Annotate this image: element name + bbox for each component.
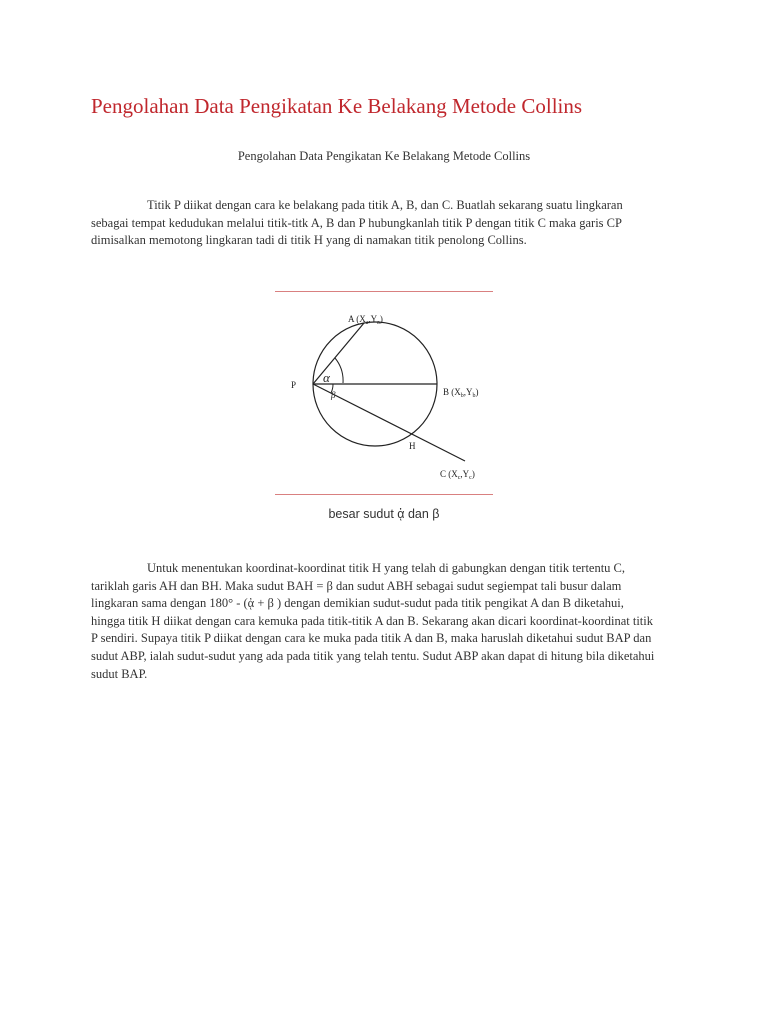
point-h-label: H [409, 441, 416, 451]
point-c-label: C $(X_c,Y_c)$ [440, 469, 475, 481]
document-subtitle: Pengolahan Data Pengikatan Ke Belakang Metode Collins [237, 149, 531, 163]
collins-diagram [275, 296, 515, 492]
point-a-label: A $(X_a,Y_a)$ [348, 314, 383, 326]
point-p-label: P [291, 380, 297, 390]
figure-bottom-rule [275, 494, 493, 495]
point-b-label: B $(X_b,Y_b)$ [443, 387, 479, 399]
paragraph-intro: Titik P diikat dengan cara ke belakang pada titik A, B, dan C. Buatlah sekarang suatu lingkaran sebagai tempat kedudukan melalui titik-titk A, B dan P hubungkanlah titik P dengan titik C maka garis CP dimisalkan memotong lingkaran tadi di titik H yang di namakan titik penolong Collins. [91, 198, 623, 248]
beta-label: β [331, 390, 336, 400]
page-title: Pengolahan Data Pengikatan Ke Belakang Metode Collins [91, 94, 583, 118]
figure-top-rule [275, 291, 493, 292]
alpha-label: α [323, 370, 330, 385]
alpha-arc [335, 358, 343, 383]
figure-caption: besar sudut ᾀ dan β [328, 507, 440, 521]
paragraph-body: Untuk menentukan koordinat-koordinat titik H yang telah di gabungkan dengan titik tertentu C, tariklah garis AH dan BH. Maka sudut BAH = β dan sudut ABH sebagai sudut segiempat tali busur dalam lingkaran sama dengan 180° - (ᾀ + β ) dengan demikian sudut-sudut pada titik pengikat A dan B diketahui, hingga titik H diikat dengan cara kemuka pada titik-titik A dan B. Sekarang akan dicari koordinat-koordinat titik P sendiri. Supaya titik P diikat dengan cara ke muka pada titik A dan B, maka haruslah diketahui sudut BAP dan sudut ABP, ialah sudut-sudut yang ada pada titik yang telah tentu. Sudut ABP akan dapat di hitung bila diketahui sudut BAP. [91, 561, 655, 681]
